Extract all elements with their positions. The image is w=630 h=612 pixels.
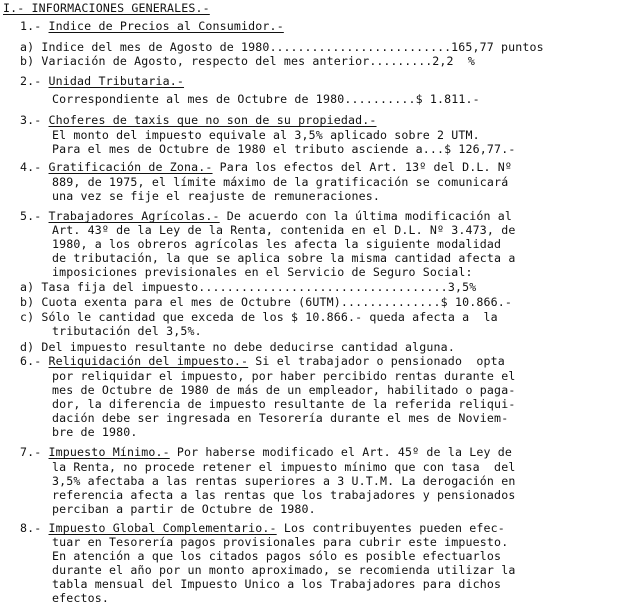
section-1-item-a: a) Indice del mes de Agosto de 1980..........................165,77 puntos xyxy=(20,40,544,54)
section-6-heading: 6.- Reliquidación del impuesto.- Si el trabajador o pensionado opta xyxy=(20,354,505,368)
section-5-line-4: imposiciones previsionales en el Servicio de Seguro Social: xyxy=(52,265,473,279)
section-1-item-b: b) Variación de Agosto, respecto del mes anterior.........2,2 % xyxy=(20,54,475,68)
section-5-heading: 5.- Trabajadores Agrícolas.- De acuerdo con la última modificación al xyxy=(20,209,512,223)
section-6-line-2: mes de Octubre de 1980 de más de un empleador, habilitado o paga- xyxy=(52,383,516,397)
section-8-line-2: En atención a que los citados pagos sólo es posible efectuarlos xyxy=(52,549,502,563)
section-5-item-d: d) Del impuesto resultante no debe deducirse cantidad alguna. xyxy=(20,340,455,354)
section-2-heading: 2.- Unidad Tributaria.- xyxy=(20,74,185,88)
section-5-line-2: 1980, a los obreros agrícolas les afecta la siguiente modalidad xyxy=(52,237,502,251)
section-6-line-3: dor, la diferencia de impuesto resultante de la referida reliqui- xyxy=(52,397,516,411)
section-2-line: Correspondiente al mes de Octubre de 1980..........$ 1.811.- xyxy=(52,92,480,106)
section-3-line-2: Para el mes de Octubre de 1980 el tributo asciende a...$ 126,77.- xyxy=(52,142,516,156)
section-5-item-b: b) Cuota exenta para el mes de Octubre (6UTM)..............$ 10.866.- xyxy=(20,295,512,309)
document-title: I.- INFORMACIONES GENERALES.- xyxy=(3,1,210,15)
section-8-line-3: durante el año por un monto aproximado, se recomienda utilizar la xyxy=(52,563,516,577)
section-4-line-1: 889, de 1975, el límite máximo de la gratificación se comunicará xyxy=(52,175,509,189)
section-5-item-a: a) Tasa fija del impuesto...................................3,5% xyxy=(20,280,477,294)
section-6-line-5: bre de 1980. xyxy=(52,425,138,439)
section-7-line-1: la Renta, no procede retener el impuesto mínimo que con tasa del xyxy=(52,460,516,474)
section-1-heading: 1.- Indice de Precios al Consumidor.- xyxy=(20,19,284,33)
section-7-heading: 7.- Impuesto Mínimo.- Por haberse modificado el Art. 45º de la Ley de xyxy=(20,445,512,459)
section-7-line-4: perciban a partir de Octubre de 1980. xyxy=(52,502,316,516)
section-8-line-1: tuar en Tesorería pagos provisionales para cubrir este impuesto. xyxy=(52,535,509,549)
section-5-item-c-cont: tributación del 3,5%. xyxy=(52,324,202,338)
section-5-line-3: de tributación, la que se aplica sobre la misma cantidad afecta a xyxy=(52,251,516,265)
section-3-line-1: El monto del impuesto equivale al 3,5% aplicado sobre 2 UTM. xyxy=(52,128,480,142)
section-8-line-4: tabla mensual del Impuesto Unico a los Trabajadores para dichos xyxy=(52,577,502,591)
section-5-line-1: Art. 43º de la Ley de la Renta, contenida en el D.L. Nº 3.473, de xyxy=(52,223,516,237)
section-7-line-2: 3,5% afectaba a las rentas superiores a 3 U.T.M. La derogación en xyxy=(52,474,516,488)
section-8-line-5: efectos. xyxy=(52,591,110,605)
section-7-line-3: referencia afecta a las rentas que los trabajadores y pensionados xyxy=(52,488,516,502)
section-5-item-c: c) Sólo le cantidad que exceda de los $ 10.866.- queda afecta a la xyxy=(20,310,498,324)
section-4-line-2: una vez se fije el reajuste de remuneraciones. xyxy=(52,189,380,203)
section-8-heading: 8.- Impuesto Global Complementario.- Los contribuyentes pueden efec- xyxy=(20,521,505,535)
section-6-line-1: por reliquidar el impuesto, por haber percibido rentas durante el xyxy=(52,369,516,383)
section-4-heading: 4.- Gratificación de Zona.- Para los efectos del Art. 13º del D.L. Nº xyxy=(20,160,512,174)
section-6-line-4: dación debe ser ingresada en Tesorería durante el mes de Noviem- xyxy=(52,411,509,425)
section-3-heading: 3.- Choferes de taxis que no son de su propiedad.- xyxy=(20,113,377,127)
